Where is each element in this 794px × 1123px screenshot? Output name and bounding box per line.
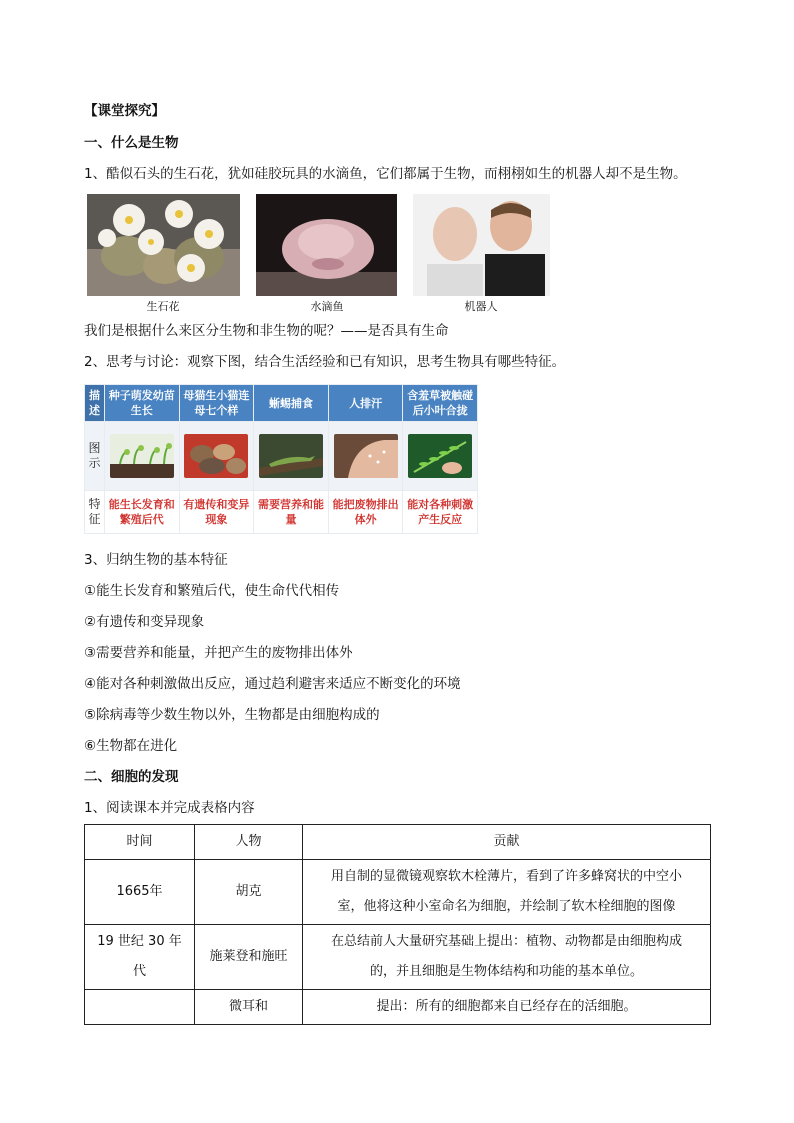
describe-cell: 含羞草被触碰后小叶合拢 [403,385,478,422]
describe-cell: 母猫生小猫连母七个样 [179,385,254,422]
part2-title: 二、细胞的发现 [84,769,179,785]
contribution-cell [303,925,711,990]
lizard-photo [259,434,323,478]
describe-cell: 人排汗 [328,385,403,422]
feature-item: ⑤除病毒等少数生物以外，生物都是由细胞构成的 [84,707,380,723]
contribution-cell [303,860,711,925]
time-line: 代 [132,964,146,979]
header-contribution: 贡献 [303,825,711,860]
image-cell [105,422,180,491]
time-line: 19 世纪 30 年 [97,934,182,949]
question-1: 1、酷似石头的生石花，犹如硅胶玩具的水滴鱼，它们都属于生物，而栩栩如生的机器人却不是生物。 [84,166,687,182]
sweat-photo [334,434,398,478]
person-cell: 施莱登和施旺 [195,925,303,990]
table-header-row [85,825,711,860]
time-cell [85,925,195,990]
header-time: 时间 [85,825,195,860]
section-header: 【课堂探究】 [84,103,165,119]
describe-cell: 蜥蜴捕食 [254,385,329,422]
person-cell: 胡克 [195,860,303,925]
table-row [85,925,711,990]
person-cell: 微耳和 [195,990,303,1025]
feature-cell: 需要营养和能量 [254,491,329,534]
caption-robot: 机器人 [464,300,498,313]
cell-discovery-table [84,824,711,1025]
table-row [85,990,711,1025]
row-label-describe: 描述 [85,385,105,422]
answer-text: 我们是根据什么来区分生物和非生物的呢？——是否具有生命 [84,323,449,339]
contribution-line: 的，并且细胞是生物体结构和功能的基本单位。 [369,964,643,979]
header-person: 人物 [195,825,303,860]
seedling-photo [110,434,174,478]
contribution-line: 用自制的显微镜观察软木栓薄片，看到了许多蜂窝状的中空小 [330,869,682,884]
part2-question-1: 1、阅读课本并完成表格内容 [84,800,255,816]
blobfish-photo [256,194,397,296]
contribution-line: 在总结前人大量研究基础上提出：植物、动物都是由细胞构成 [330,934,682,949]
robot-photo [413,194,550,296]
part1-title: 一、什么是生物 [84,135,179,151]
lithops-photo [87,194,240,296]
question-3: 3、归纳生物的基本特征 [84,552,228,568]
image-cell [403,422,478,491]
contribution-line: 室，他将这种小室命名为细胞，并绘制了软木栓细胞的图像 [337,899,676,914]
feature-cell: 能生长发育和繁殖后代 [105,491,180,534]
feature-item: ②有遗传和变异现象 [84,614,205,630]
kittens-photo [184,434,248,478]
time-cell: 1665年 [85,860,195,925]
features-table [84,384,478,534]
image-cell [254,422,329,491]
image-cell [328,422,403,491]
feature-cell: 能对各种刺激产生反应 [403,491,478,534]
feature-cell: 有遗传和变异现象 [179,491,254,534]
feature-item: ④能对各种刺激做出反应，通过趋利避害来适应不断变化的环境 [84,676,461,692]
image-cell [179,422,254,491]
caption-blobfish: 水滴鱼 [310,300,344,313]
row-label-feature: 特征 [85,491,105,534]
feature-item: ③需要营养和能量，并把产生的废物排出体外 [84,645,353,661]
mimosa-photo [408,434,472,478]
question-2: 2、思考与讨论：观察下图，结合生活经验和已有知识，思考生物具有哪些特征。 [84,354,566,370]
contribution-cell: 提出：所有的细胞都来自已经存在的活细胞。 [303,990,711,1025]
time-cell[interactable] [85,990,195,1025]
feature-item: ⑥生物都在进化 [84,738,178,754]
describe-cell: 种子萌发幼苗生长 [105,385,180,422]
table-row [85,860,711,925]
feature-item: ①能生长发育和繁殖后代，使生命代代相传 [84,583,340,599]
feature-cell: 能把废物排出体外 [328,491,403,534]
row-label-image: 图示 [85,422,105,491]
caption-lithops: 生石花 [146,300,180,313]
